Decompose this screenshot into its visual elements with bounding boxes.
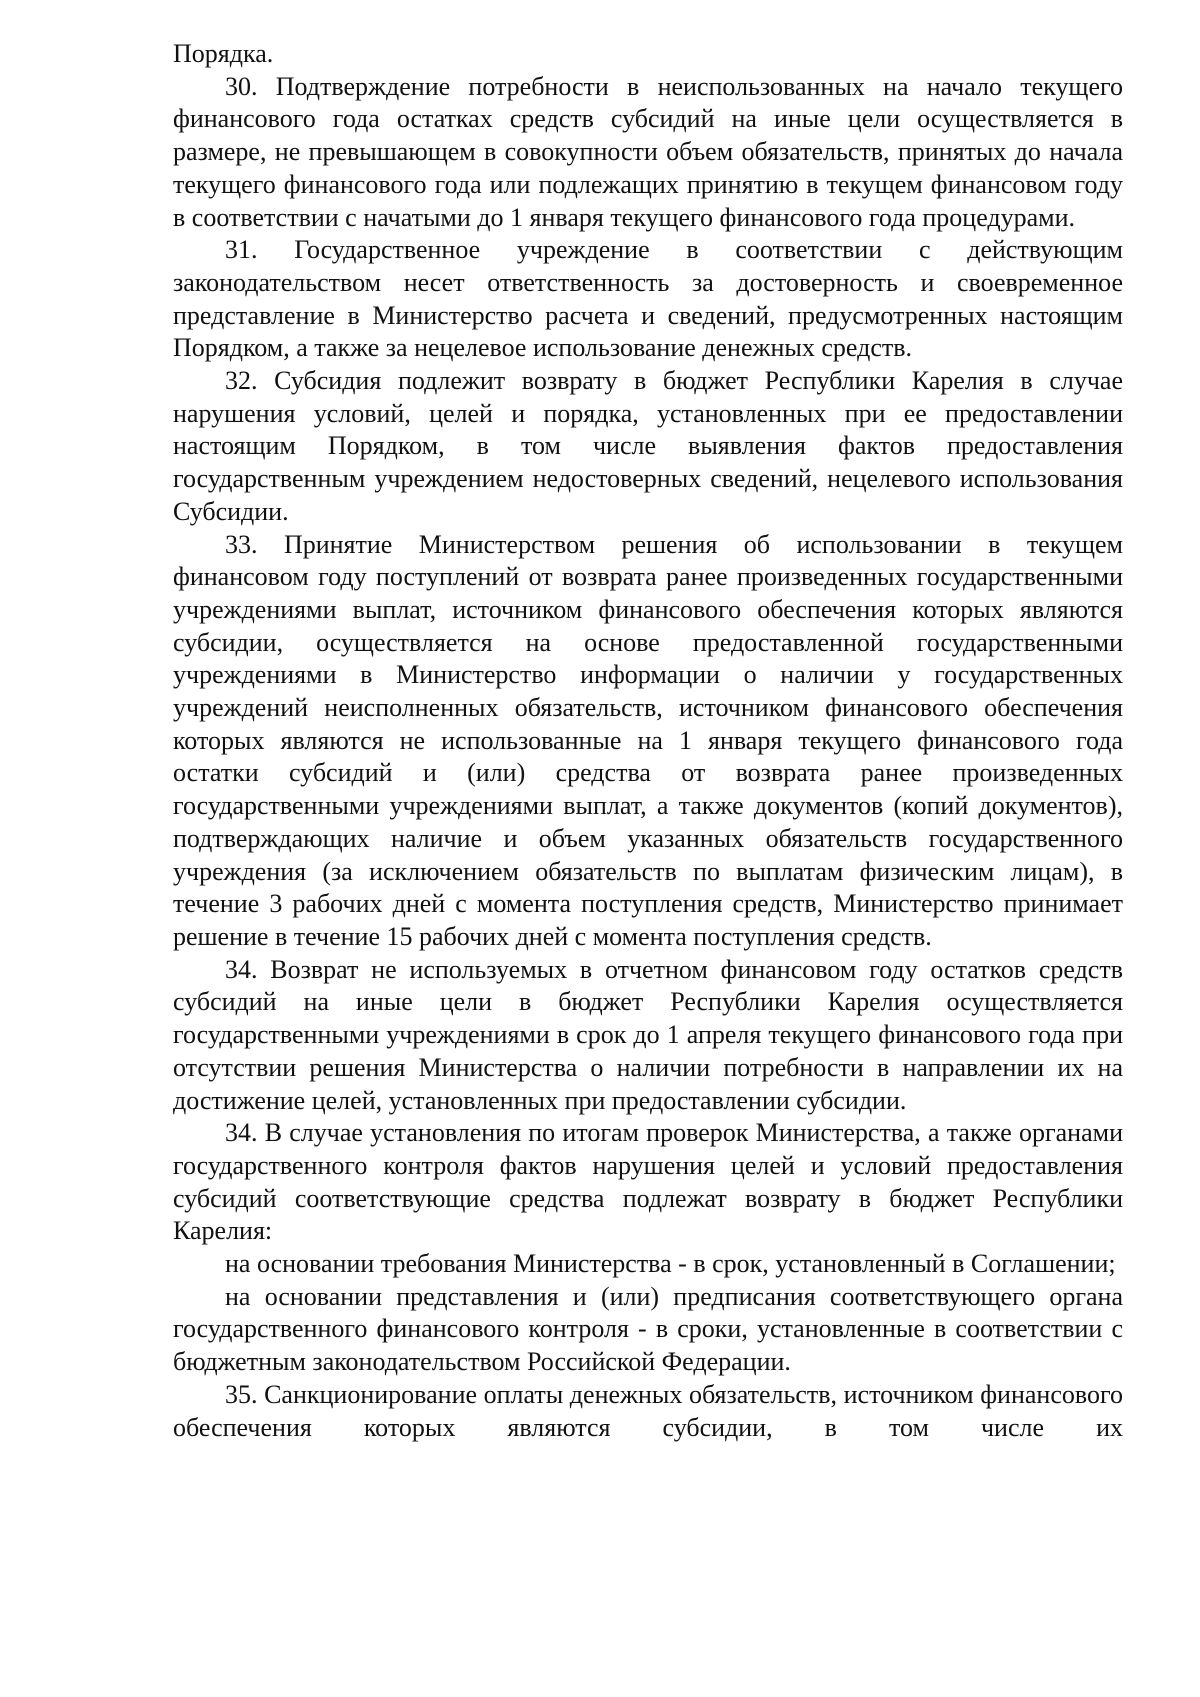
paragraph-30: 30. Подтверждение потребности в неиспользованных на начало текущего финансового года остатках средств субсидий на иные цели осуществляется в размере, не превышающем в совокупности объем обязательств, принятых до начала текущего финансового года или подлежащих принятию в текущем финансовом году в соответствии с начатыми до 1 января текущего финансового года процедурами. [173,71,1123,232]
document-page [173,38,1123,1444]
paragraph-32: 32. Субсидия подлежит возврату в бюджет Республики Карелия в случае нарушения условий, целей и порядка, установленных при ее предоставлении настоящим Порядком, в том числе выявления фактов предоставления государственным учреждением недостоверных сведений, нецелевого использования Субсидии. [173,366,1123,526]
paragraph-ministry-requirement: на основании требования Министерства - в срок, установленный в Соглашении; [225,1249,1116,1279]
paragraph-control-order: на основании представления и (или) предписания соответствующего органа государственного финансового контроля - в сроки, установленные в соответствии с бюджетным законодательством Российской Федерации. [173,1281,1123,1377]
paragraph-33: 33. Принятие Министерством решения об использовании в текущем финансовом году поступлений от возврата ранее произведенных государственными учреждениями выплат, источником финансового обеспечения которых являются субсидии, осуществляется на основе предоставленной государственными учреждениями в Министерство информации о наличии у государственных учреждений неисполненных обязательств, источником финансового обеспечения которых являются не использованные на 1 января текущего финансового года остатки субсидий и (или) средства от возврата ранее произведенных государственными учреждениями выплат, а также документов (копий документов), подтверждающих наличие и объем указанных обязательств государственного учреждения (за исключением обязательств по выплатам физическим лицам), в течение 3 рабочих дней с момента поступления средств, Министерство принимает решение в течение 15 рабочих дней с момента поступления средств. [173,529,1123,951]
paragraph-34-return: 34. Возврат не используемых в отчетном финансовом году остатков средств субсидий на иные цели в бюджет Республики Карелия осуществляется государственными учреждениями в срок до 1 апреля текущего финансового года при отсутствии решения Министерства о наличии потребности в направлении их на достижение целей, установленных при предоставлении субсидии. [173,954,1123,1115]
paragraph-35: 35. Санкционирование оплаты денежных обязательств, источником финансового обеспечения которых являются субсидии, в том числе их [173,1379,1123,1442]
paragraph-continuation: Порядка. [173,39,274,68]
paragraph-31: 31. Государственное учреждение в соответствии с действующим законодательством несет ответственность за достоверность и своевременное представление в Министерство расчета и сведений, предусмотренных настоящим Порядком, а также за нецелевое использование денежных средств. [173,235,1123,363]
paragraph-34-violation: 34. В случае установления по итогам проверок Министерства, а также органами государственного контроля фактов нарушения целей и условий предоставления субсидий соответствующие средства подлежат возврату в бюджет Республики Карелия: [173,1118,1123,1246]
